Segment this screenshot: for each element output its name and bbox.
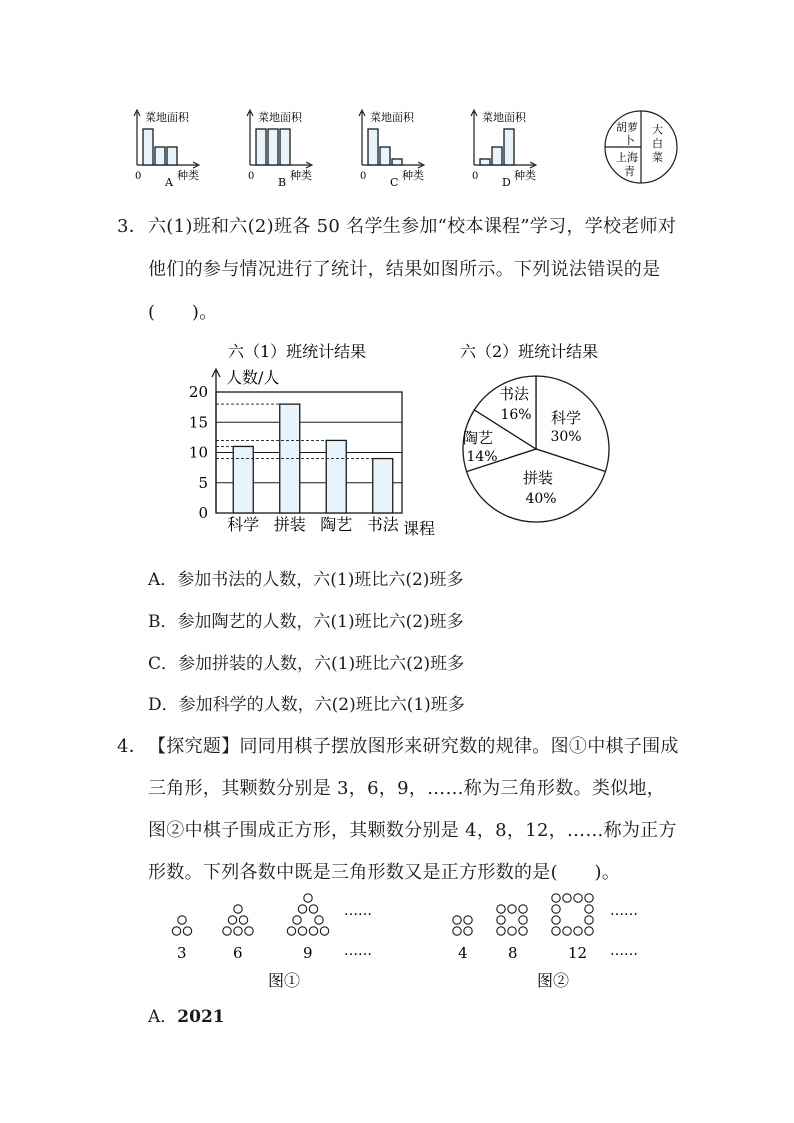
counter-tri-9: [315, 916, 323, 924]
y-tick-label: 20: [188, 383, 208, 401]
x-category-label: 陶艺: [320, 515, 353, 534]
mini-chart-ylabel: 菜地面积: [258, 111, 302, 124]
counter-sq-8: [508, 927, 516, 935]
counter-tri-6: [234, 927, 242, 935]
counter-tri-6: [239, 916, 247, 924]
counter-sq-8: [519, 905, 527, 913]
q3-line3: ( )。: [148, 302, 218, 323]
mini-chart-letter: A: [165, 176, 173, 189]
pie-label: 科学: [550, 409, 582, 427]
fig1-dots-bottom: ……: [344, 943, 372, 959]
counter-sq-8: [519, 927, 527, 935]
fig1-caption: 图①: [268, 971, 301, 990]
q4-option-a[interactable]: [148, 1002, 225, 1027]
q3-option-d[interactable]: [148, 690, 465, 715]
counter-tri-9: [287, 927, 295, 935]
mini-chart-origin: 0: [472, 171, 479, 182]
option-text: 参加陶艺的人数，六(1)班比六(2)班多: [177, 612, 464, 632]
q4-figures: [150, 885, 670, 995]
mini-chart-ylabel: 菜地面积: [145, 111, 189, 124]
x-category-label: 拼装: [273, 515, 306, 534]
pie-percent: 40%: [525, 491, 557, 507]
counter-tri-9: [298, 927, 306, 935]
pie-label: 陶艺: [462, 429, 494, 447]
counter-sq-4: [453, 916, 461, 924]
counter-tri-3: [183, 927, 191, 935]
counter-sq-12: [585, 894, 593, 902]
option-text: 参加科学的人数，六(2)班比六(1)班多: [178, 695, 465, 715]
option-letter: B．: [148, 612, 178, 632]
fig2-dots-bottom: ……: [610, 943, 638, 959]
mini-bar-c-1: [368, 129, 378, 165]
counter-sq-4: [464, 916, 472, 924]
counter-sq-12: [563, 927, 571, 935]
y-tick-label: 15: [188, 413, 208, 432]
mini-chart-a: [134, 110, 199, 189]
counter-tri-6: [245, 927, 253, 935]
q3-number: 3．: [117, 216, 148, 237]
counter-sq-12: [585, 905, 593, 913]
fig2-count-8: 8: [508, 944, 518, 962]
y-tick-label: 5: [198, 473, 208, 492]
mini-bar-d-3: [504, 129, 514, 165]
pie-percent: 14%: [466, 449, 498, 465]
counter-sq-12: [574, 927, 582, 935]
mini-chart-letter: C: [390, 176, 399, 189]
mini-chart-letter: D: [502, 176, 511, 189]
mini-chart-letter: B: [278, 176, 287, 189]
counter-sq-8: [497, 916, 505, 924]
pie-label: 拼装: [522, 469, 554, 487]
option-text: 2021: [177, 1007, 225, 1027]
counter-tri-3: [178, 916, 186, 924]
counter-sq-12: [552, 905, 560, 913]
bar-chart-title: 六（1）班统计结果: [228, 342, 367, 361]
counter-tri-9: [298, 905, 306, 913]
mini-bar-d-1: [480, 159, 490, 165]
q4-number: 4．: [117, 736, 148, 757]
class2-pie-chart: [448, 335, 628, 535]
mini-chart-origin: 0: [360, 171, 367, 182]
mini-bar-a-1: [143, 129, 153, 165]
counter-tri-9: [304, 894, 312, 902]
counter-sq-4: [464, 927, 472, 935]
q4-line4: 形数。下列各数中既是三角形数又是正方形数的是( )。: [148, 862, 621, 883]
mini-chart-origin: 0: [248, 171, 255, 182]
counter-sq-12: [585, 916, 593, 924]
option-letter: C．: [148, 654, 179, 674]
x-category-label: 书法: [366, 515, 399, 534]
option-text: 参加拼装的人数，六(1)班比六(2)班多: [178, 654, 465, 674]
counter-tri-9: [309, 927, 317, 935]
mini-chart-origin: 0: [135, 171, 142, 182]
mini-bar-d-2: [492, 147, 502, 165]
mini-bar-b-1: [256, 129, 266, 165]
q3-option-b[interactable]: [148, 607, 464, 632]
pie-label-luobo: 胡萝卜: [616, 121, 638, 147]
fig1-count-9: 9: [303, 944, 313, 962]
mini-chart-ylabel: 菜地面积: [482, 111, 526, 124]
option-letter: A．: [148, 570, 178, 590]
y-tick-label: 0: [198, 504, 208, 522]
q4-line1: 【探究题】同同用棋子摆放图形来研究数的规律。图①中棋子围成: [148, 736, 679, 757]
counter-tri-3: [172, 927, 180, 935]
pie-percent: 30%: [550, 429, 582, 445]
counter-tri-9: [293, 916, 301, 924]
mini-chart-xlabel: 种类: [290, 169, 312, 182]
counter-sq-8: [497, 905, 505, 913]
y-tick-label: 10: [188, 443, 208, 462]
pie-percent: 16%: [500, 407, 532, 423]
mini-bar-b-2: [268, 129, 278, 165]
counter-sq-12: [552, 894, 560, 902]
q4-line3: 图②中棋子围成正方形，其颗数分别是 4，8，12，……称为正方: [148, 820, 677, 841]
fig2-count-12: 12: [568, 944, 588, 962]
mini-chart-b: [247, 110, 312, 189]
q4-line2: 三角形，其颗数分别是 3，6，9，……称为三角形数。类似地，: [148, 778, 666, 799]
q3-option-a[interactable]: [148, 565, 463, 590]
mini-chart-xlabel: 种类: [402, 169, 424, 182]
mini-chart-ylabel: 菜地面积: [370, 111, 414, 124]
bar-chart-xlabel: 课程: [403, 519, 436, 538]
mini-charts-row: [0, 0, 794, 200]
option-letter: A．: [148, 1007, 178, 1027]
pie-label-baicai: 大白菜: [652, 123, 663, 164]
mini-bar-a-3: [167, 147, 177, 165]
bar-科学: [233, 446, 253, 513]
mini-chart-c: [359, 110, 424, 189]
fig1-dots-top: ……: [344, 903, 372, 919]
q3-option-c[interactable]: [148, 649, 464, 674]
mini-chart-xlabel: 种类: [514, 169, 536, 182]
counter-sq-8: [497, 927, 505, 935]
counter-sq-8: [519, 916, 527, 924]
bar-陶艺: [326, 440, 346, 513]
pie-label-shanghaiqing: 上海青: [616, 151, 638, 178]
x-category-label: 科学: [227, 515, 260, 534]
counter-tri-6: [234, 905, 242, 913]
mini-bar-c-3: [392, 159, 402, 165]
bar-chart-ylabel: 人数/人: [226, 368, 280, 387]
counter-sq-12: [552, 927, 560, 935]
counter-tri-9: [320, 927, 328, 935]
vegetable-pie-chart: [605, 111, 677, 183]
fig2-count-4: 4: [458, 944, 468, 962]
mini-bar-a-2: [155, 147, 165, 165]
mini-bar-c-2: [380, 147, 390, 165]
fig1-count-6: 6: [233, 944, 243, 962]
counter-sq-12: [585, 927, 593, 935]
class1-bar-chart: [180, 335, 460, 545]
counter-tri-9: [309, 905, 317, 913]
mini-chart-xlabel: 种类: [177, 169, 199, 182]
counter-sq-4: [453, 927, 461, 935]
pie-chart-title: 六（2）班统计结果: [460, 342, 599, 361]
counter-sq-12: [552, 916, 560, 924]
q3-line2: 他们的参与情况进行了统计，结果如图所示。下列说法错误的是: [148, 259, 661, 280]
mini-chart-d: [471, 110, 536, 189]
q3-line1: 六(1)班和六(2)班各 50 名学生参加“校本课程”学习，学校老师对: [148, 216, 677, 237]
option-letter: D．: [148, 695, 179, 715]
fig1-count-3: 3: [177, 944, 187, 962]
counter-sq-12: [563, 894, 571, 902]
mini-bar-b-3: [280, 129, 290, 165]
fig2-dots-top: ……: [610, 903, 638, 919]
counter-sq-12: [574, 894, 582, 902]
pie-label: 书法: [498, 385, 530, 403]
option-text: 参加书法的人数，六(1)班比六(2)班多: [177, 570, 464, 590]
fig2-caption: 图②: [537, 971, 570, 990]
bar-书法: [373, 459, 393, 513]
counter-sq-8: [508, 905, 516, 913]
counter-tri-6: [228, 916, 236, 924]
counter-tri-6: [223, 927, 231, 935]
